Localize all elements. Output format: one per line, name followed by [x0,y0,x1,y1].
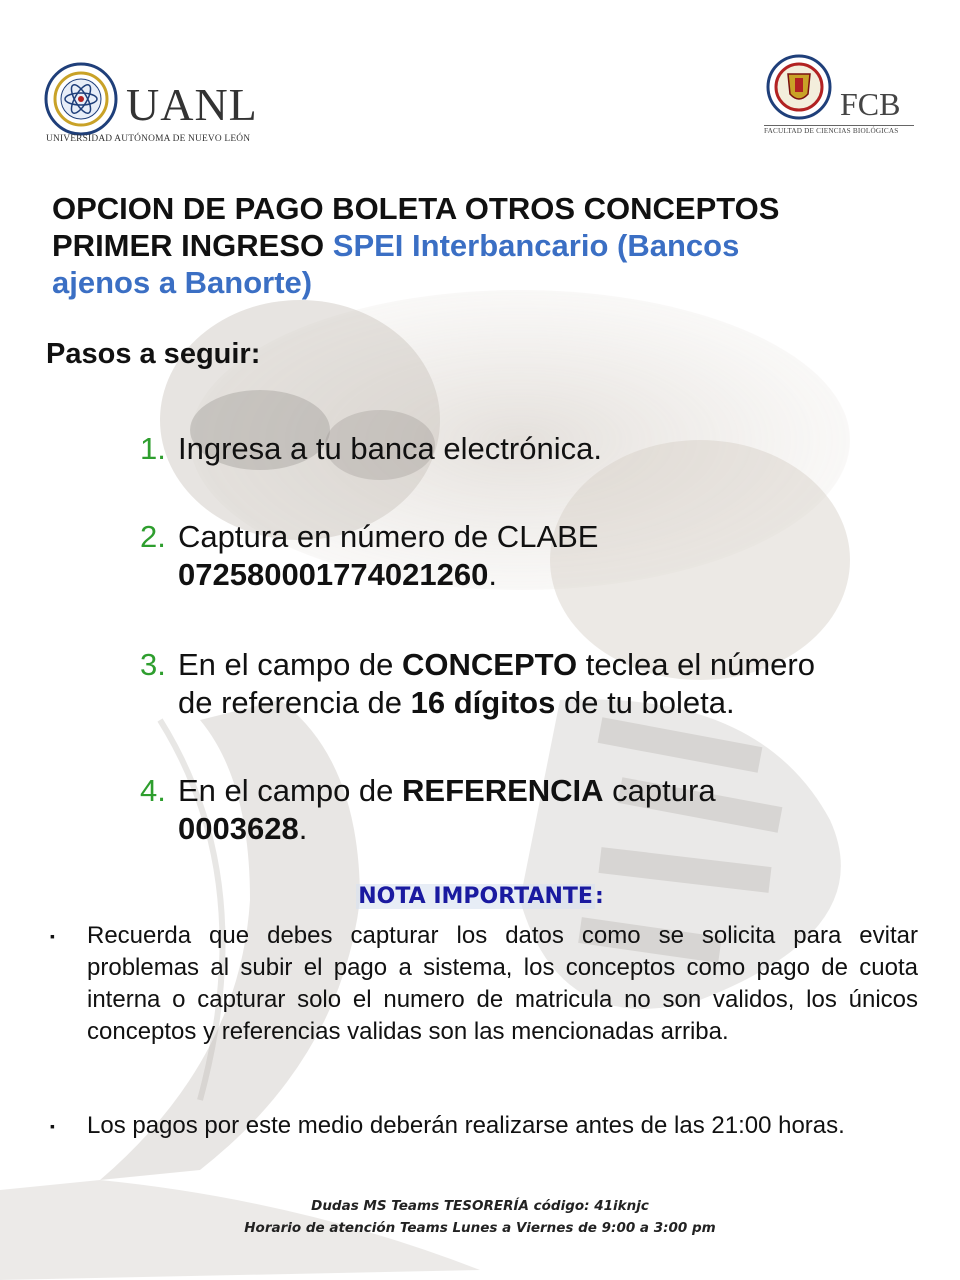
bullet-text: Los pagos por este medio deberán realizarse antes de las 21:00 horas. [87,1112,845,1139]
footer [0,1195,960,1239]
referencia-label: REFERENCIA [402,773,604,808]
step-number: 3. [140,647,166,682]
title-line-3: ajenos a Banorte) [52,265,313,300]
step-text [178,518,900,594]
fcb-logo [760,54,920,144]
step-4-period: . [298,811,308,846]
step-number: 2. [140,519,166,554]
bullet-item [50,920,918,1048]
step-2 [140,518,900,594]
step-text [178,772,900,848]
clabe-number: 072580001774021260 [178,557,489,592]
step-1 [140,430,900,468]
step-4 [140,772,900,848]
fcb-divider [764,125,914,126]
uanl-name: UANL [126,79,258,130]
bullet-square-icon: ▪ [50,1118,55,1134]
digits-label: 16 dígitos [410,685,556,720]
fcb-name: FCB [840,86,901,122]
step-3 [140,646,900,722]
step-number: 4. [140,773,166,808]
fcb-subtitle: FACULTAD DE CIENCIAS BIOLÓGICAS [764,127,899,135]
uanl-seal-icon [44,62,118,136]
step-3-text-c: de referencia de [178,685,411,720]
step-2-period: . [488,557,497,592]
uanl-logo [44,58,264,148]
bullet-item [50,1110,918,1142]
steps-heading: Pasos a seguir: [46,338,261,370]
bullet-text: Recuerda que debes capturar los datos como se solicita para evitar problemas al subir el pago a sistema, los conceptos como pago de cuota interna o capturar solo el numero de matricula no son validos, los únicos conceptos y referencias validas son las mencionadas arriba. [87,922,918,1045]
step-text: Ingresa a tu banca electrónica. [178,431,602,466]
step-3-text-b: teclea el número [577,647,815,682]
step-4-text-a: En el campo de [178,773,403,808]
page-title [52,190,912,301]
step-4-text-b: captura [603,773,716,808]
title-line-2-black: PRIMER INGRESO [52,228,333,263]
bullet-square-icon: ▪ [50,928,55,944]
fcb-seal-icon [764,54,834,120]
uanl-subtitle: UNIVERSIDAD AUTÓNOMA DE NUEVO LEÓN [46,134,251,144]
title-line-1: OPCION DE PAGO BOLETA OTROS CONCEPTOS [52,191,780,226]
concepto-label: CONCEPTO [402,647,578,682]
note-title: NOTA IMPORTANTE [358,884,593,909]
step-2-text: Captura en número de CLABE [178,519,599,554]
title-line-2-blue: SPEI Interbancario (Bancos [332,228,740,263]
title-line-2 [52,227,912,264]
referencia-number: 0003628 [178,811,299,846]
important-note-heading [0,884,960,909]
footer-teams-code: Dudas MS Teams TESORERÍA código: 41iknjc [311,1198,649,1214]
footer-hours: Horario de atención Teams Lunes a Viernes de 9:00 a 3:00 pm [244,1220,716,1236]
step-text [178,646,900,722]
note-colon: : [594,884,604,909]
step-3-text-d: de tu boleta. [555,685,735,720]
step-number: 1. [140,431,166,466]
step-3-text-a: En el campo de [178,647,403,682]
